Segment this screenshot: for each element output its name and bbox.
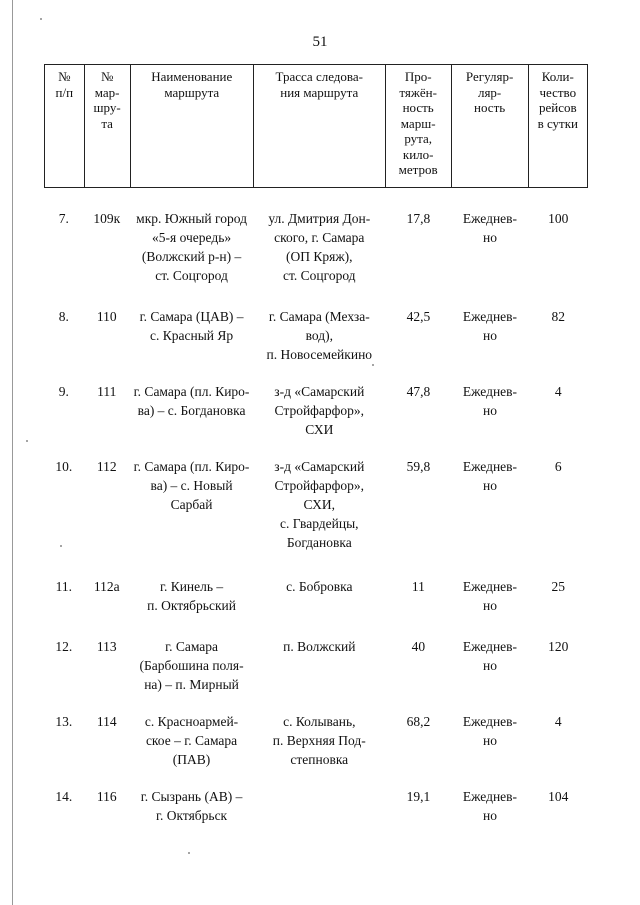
route-name-cell: с. Красноармей- ское – г. Самара (ПАВ) xyxy=(144,714,239,767)
table-row xyxy=(44,307,588,382)
trips-per-day-cell: 4 xyxy=(554,384,562,399)
table-row xyxy=(44,637,588,712)
table-row xyxy=(44,577,588,637)
header-trips-per-day: Коли- чество рейсов в сутки xyxy=(528,65,587,188)
route-name-cell: г. Самара (ЦАВ) – с. Красный Яр xyxy=(139,309,244,343)
regularity-cell: Ежеднев- но xyxy=(462,459,518,493)
regularity-cell: Ежеднев- но xyxy=(462,309,518,343)
scan-edge-line xyxy=(12,0,13,905)
route-path-cell: ул. Дмитрия Дон- ского, г. Самара (ОП Кряж), ст. Соцгород xyxy=(268,211,371,283)
route-length-cell: 11 xyxy=(411,579,425,594)
row-number-cell: 13. xyxy=(55,714,73,729)
table-row xyxy=(44,787,588,847)
header-row xyxy=(45,65,588,188)
route-name-cell: г. Кинель – п. Октябрьский xyxy=(147,579,236,613)
trips-per-day-cell: 4 xyxy=(554,714,562,729)
trips-per-day-cell: 82 xyxy=(551,309,565,324)
scan-speck xyxy=(372,364,374,366)
route-name-cell: г. Самара (Барбошина поля- на) – п. Мирный xyxy=(139,639,244,692)
route-path-cell: с. Бобровка xyxy=(286,579,353,594)
row-number-cell: 7. xyxy=(58,211,69,226)
scan-speck xyxy=(188,852,190,854)
regularity-cell: Ежеднев- но xyxy=(462,579,518,613)
route-number-cell: 112а xyxy=(93,579,120,594)
route-length-cell: 19,1 xyxy=(406,789,431,804)
page-number: 51 xyxy=(312,34,328,50)
route-length-cell: 40 xyxy=(411,639,426,654)
trips-per-day-cell: 120 xyxy=(548,639,569,654)
table-row xyxy=(44,382,588,457)
scan-speck xyxy=(26,440,28,442)
header-regularity: Регуляр- ляр- ность xyxy=(451,65,528,188)
route-length-cell: 17,8 xyxy=(406,211,431,226)
route-number-cell: 113 xyxy=(96,639,117,654)
regularity-cell: Ежеднев- но xyxy=(462,714,518,748)
row-number-cell: 8. xyxy=(58,309,69,324)
header-route-name: Наименование маршрута xyxy=(130,65,253,188)
route-number-cell: 114 xyxy=(96,714,117,729)
route-length-cell: 68,2 xyxy=(406,714,431,729)
row-number-cell: 11. xyxy=(55,579,72,594)
route-name-cell: г. Сызрань (АВ) – г. Октябрьск xyxy=(140,789,243,823)
table-row xyxy=(44,712,588,787)
route-path-cell: з-д «Самарский Стройфарфор», СХИ xyxy=(274,384,365,437)
route-table-header xyxy=(44,64,588,188)
route-table-body xyxy=(44,209,588,847)
trips-per-day-cell: 25 xyxy=(551,579,565,594)
route-name-cell: г. Самара (пл. Киро- ва) – с. Новый Сарбай xyxy=(133,459,250,512)
regularity-cell: Ежеднев- но xyxy=(462,789,518,823)
route-path-cell: п. Волжский xyxy=(283,639,356,654)
regularity-cell: Ежеднев- но xyxy=(462,639,518,673)
scan-speck xyxy=(40,18,42,20)
table-row xyxy=(44,209,588,307)
route-number-cell: 111 xyxy=(97,384,117,399)
row-number-cell: 14. xyxy=(55,789,73,804)
route-path-cell: г. Самара (Мехза- вод), п. Новосемейкино xyxy=(266,309,373,362)
route-number-cell: 116 xyxy=(96,789,117,804)
route-path-cell: з-д «Самарский Стройфарфор», СХИ, с. Гвардейцы, Богдановка xyxy=(274,459,365,550)
row-number-cell: 9. xyxy=(58,384,69,399)
regularity-cell: Ежеднев- но xyxy=(462,384,518,418)
route-number-cell: 109к xyxy=(93,211,121,226)
header-route-number: № мар- шру- та xyxy=(84,65,130,188)
header-route-path: Трасса следова- ния маршрута xyxy=(253,65,385,188)
route-length-cell: 59,8 xyxy=(406,459,431,474)
route-name-cell: г. Самара (пл. Киро- ва) – с. Богдановка xyxy=(133,384,250,418)
row-number-cell: 10. xyxy=(55,459,73,474)
table-row xyxy=(44,457,588,577)
regularity-cell: Ежеднев- но xyxy=(462,211,518,245)
row-number-cell: 12. xyxy=(55,639,73,654)
route-number-cell: 112 xyxy=(96,459,117,474)
route-number-cell: 110 xyxy=(96,309,117,324)
route-name-cell: мкр. Южный город «5-я очередь» (Волжский р-н) – ст. Соцгород xyxy=(136,211,247,283)
route-path-cell xyxy=(253,787,385,847)
header-row-number: № п/п xyxy=(45,65,85,188)
scan-speck xyxy=(60,545,62,547)
trips-per-day-cell: 104 xyxy=(548,789,569,804)
header-route-length: Про- тяжён- ность марш- рута, кило- метров xyxy=(385,65,451,188)
route-path-cell: с. Колывань, п. Верхняя Под- степновка xyxy=(272,714,366,767)
trips-per-day-cell: 100 xyxy=(548,211,569,226)
trips-per-day-cell: 6 xyxy=(554,459,562,474)
route-length-cell: 47,8 xyxy=(406,384,431,399)
route-length-cell: 42,5 xyxy=(406,309,431,324)
